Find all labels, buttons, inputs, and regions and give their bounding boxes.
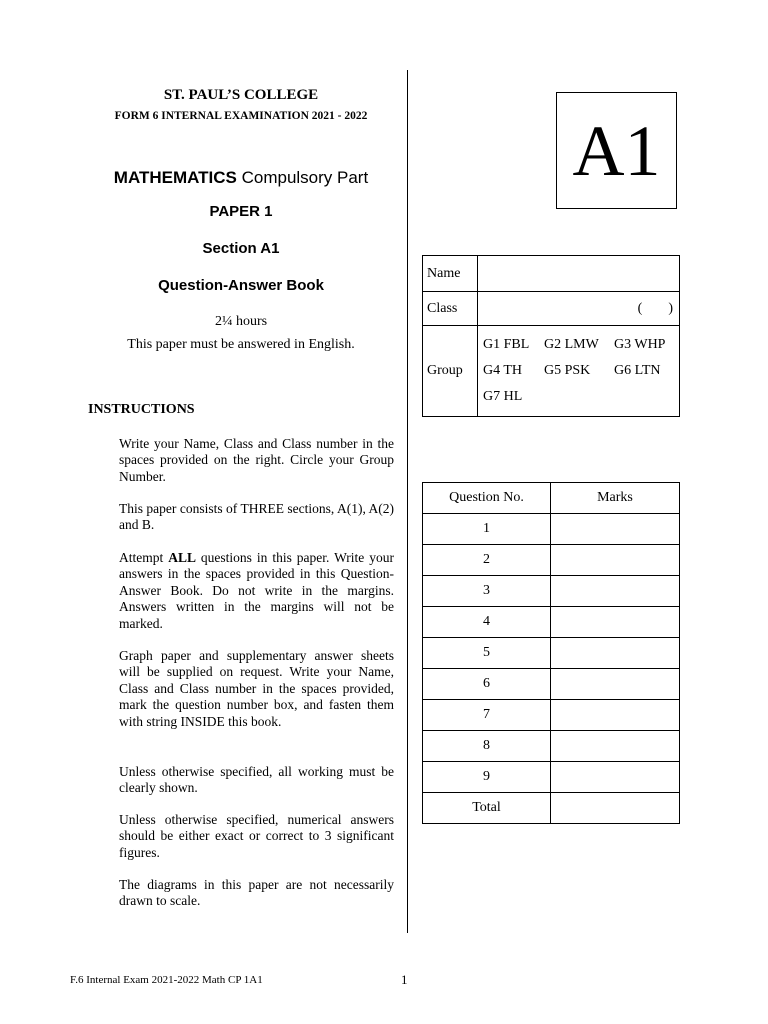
instruction-3-post: questions in this paper. Write your answers in the spaces provided in this Question-Answer Book. Do not write in the margins. Answers written in the margins will not be marked. [119,550,394,631]
table-row [423,514,680,545]
exam-duration: 2¼ hours [214,314,268,329]
group-option[interactable]: G7 HL [483,389,523,404]
total-marks-cell[interactable] [551,793,680,824]
marks-cell[interactable] [551,514,680,545]
group-field [478,326,680,417]
question-number: 4 [423,607,551,638]
total-row [423,793,680,824]
class-label: Class [423,292,478,326]
question-number: 6 [423,669,551,700]
marks-table [422,482,680,824]
marks-table-header [423,483,680,514]
table-row [423,607,680,638]
book-title: Question-Answer Book [158,277,324,294]
group-option[interactable]: G2 LMW [544,337,599,352]
paper-number: PAPER 1 [209,203,273,220]
marks-cell[interactable] [551,576,680,607]
section-code-box [556,92,677,209]
language-note: This paper must be answered in English. [127,337,355,352]
question-number: 9 [423,762,551,793]
question-number: 2 [423,545,551,576]
table-row [423,762,680,793]
table-row [423,700,680,731]
column-divider [407,70,408,933]
question-number-header: Question No. [423,483,551,514]
name-field[interactable] [478,256,680,292]
section-title: Section A1 [202,240,280,257]
question-number: 5 [423,638,551,669]
marks-cell[interactable] [551,700,680,731]
marks-cell[interactable] [551,669,680,700]
candidate-info-table [422,255,680,417]
table-row [423,638,680,669]
marks-cell[interactable] [551,762,680,793]
section-code: A1 [572,110,661,191]
group-label: Group [423,326,478,417]
instruction-3-bold: ALL [168,550,196,565]
subject-title-rest: Compulsory Part [236,168,369,187]
class-number-open-paren: ( [637,300,643,316]
question-number: 7 [423,700,551,731]
group-option[interactable]: G6 LTN [614,363,661,378]
instructions-title: INSTRUCTIONS [88,402,195,417]
group-option[interactable]: G3 WHP [614,337,666,352]
subject-title-bold: MATHEMATICS [113,168,237,187]
marks-cell[interactable] [551,545,680,576]
instruction-paragraph-6: Unless otherwise specified, numerical answers should be either exact or correct to 3 significant figures. [119,812,394,860]
table-row [423,669,680,700]
school-name: ST. PAUL’S COLLEGE [163,87,319,103]
instruction-paragraph-5: Unless otherwise specified, all working must be clearly shown. [119,764,394,796]
marks-cell[interactable] [551,638,680,669]
instruction-paragraph-3 [119,550,394,632]
group-option[interactable]: G5 PSK [544,363,591,378]
class-field[interactable] [478,292,680,326]
instruction-paragraph-4: Graph paper and supplementary answer sheets will be supplied on request. Write your Name, Class and Class number in the spaces provided, mark the question number box, and fasten them with string INSIDE this book. [119,648,394,729]
table-row [423,545,680,576]
marks-cell[interactable] [551,731,680,762]
total-label: Total [423,793,551,824]
marks-cell[interactable] [551,607,680,638]
question-number: 1 [423,514,551,545]
instruction-paragraph-7: The diagrams in this paper are not necessarily drawn to scale. [119,877,394,909]
footer-text: F.6 Internal Exam 2021-2022 Math CP 1A1 [70,974,263,986]
table-row [423,576,680,607]
instruction-paragraph-1: Write your Name, Class and Class number in the spaces provided on the right. Circle your Group Number. [119,436,394,484]
marks-header: Marks [551,483,680,514]
instruction-3-pre: Attempt [119,550,169,565]
question-number: 3 [423,576,551,607]
name-label: Name [423,256,478,292]
instruction-paragraph-2: This paper consists of THREE sections, A(1), A(2) and B. [119,501,394,533]
question-number: 8 [423,731,551,762]
page-number: 1 [401,972,408,987]
class-number-close-paren: ) [668,300,673,316]
group-option[interactable]: G4 TH [483,363,523,378]
group-option[interactable]: G1 FBL [483,337,530,352]
table-row [423,731,680,762]
exam-title: FORM 6 INTERNAL EXAMINATION 2021 - 2022 [114,110,368,122]
subject-title [80,168,402,188]
